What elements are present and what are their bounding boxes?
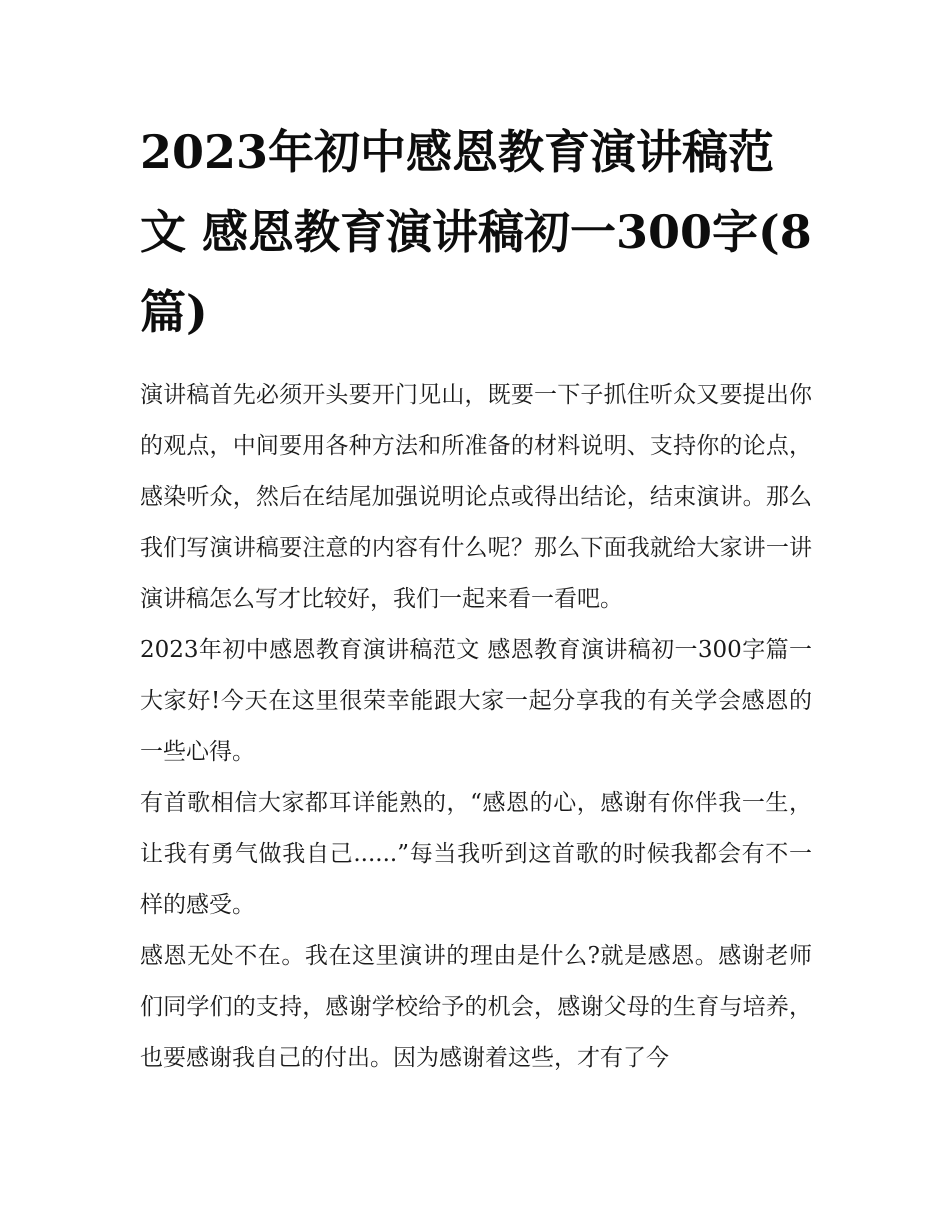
song-paragraph: 有首歌相信大家都耳详能熟的，“感恩的心，感谢有你伴我一生，让我有勇气做我自己......”每当我听到这首歌的时候我都会有不一样的感受。: [140, 790, 812, 918]
speech-heading-paragraph: 2023年初中感恩教育演讲稿范文 感恩教育演讲稿初一300字篇一 大家好!今天在这里很荣幸能跟大家一起分享我的有关学会感恩的一些心得。: [140, 637, 812, 765]
intro-paragraph: 演讲稿首先必须开头要开门见山，既要一下子抓住听众又要提出你的观点，中间要用各种方法和所准备的材料说明、支持你的论点，感染听众，然后在结尾加强说明论点或得出结论，结束演讲。那么我们写演讲稿要注意的内容有什么呢？那么下面我就给大家讲一讲演讲稿怎么写才比较好，我们一起来看一看吧。: [140, 382, 812, 612]
document-body: [140, 112, 812, 1084]
document-title: 2023年初中感恩教育演讲稿范文 感恩教育演讲稿初一300字(8篇): [140, 125, 812, 339]
gratitude-paragraph: 感恩无处不在。我在这里演讲的理由是什么?就是感恩。感谢老师们同学们的支持，感谢学校给予的机会，感谢父母的生育与培养，也要感谢我自己的付出。因为感谢着这些，才有了今: [140, 943, 812, 1071]
